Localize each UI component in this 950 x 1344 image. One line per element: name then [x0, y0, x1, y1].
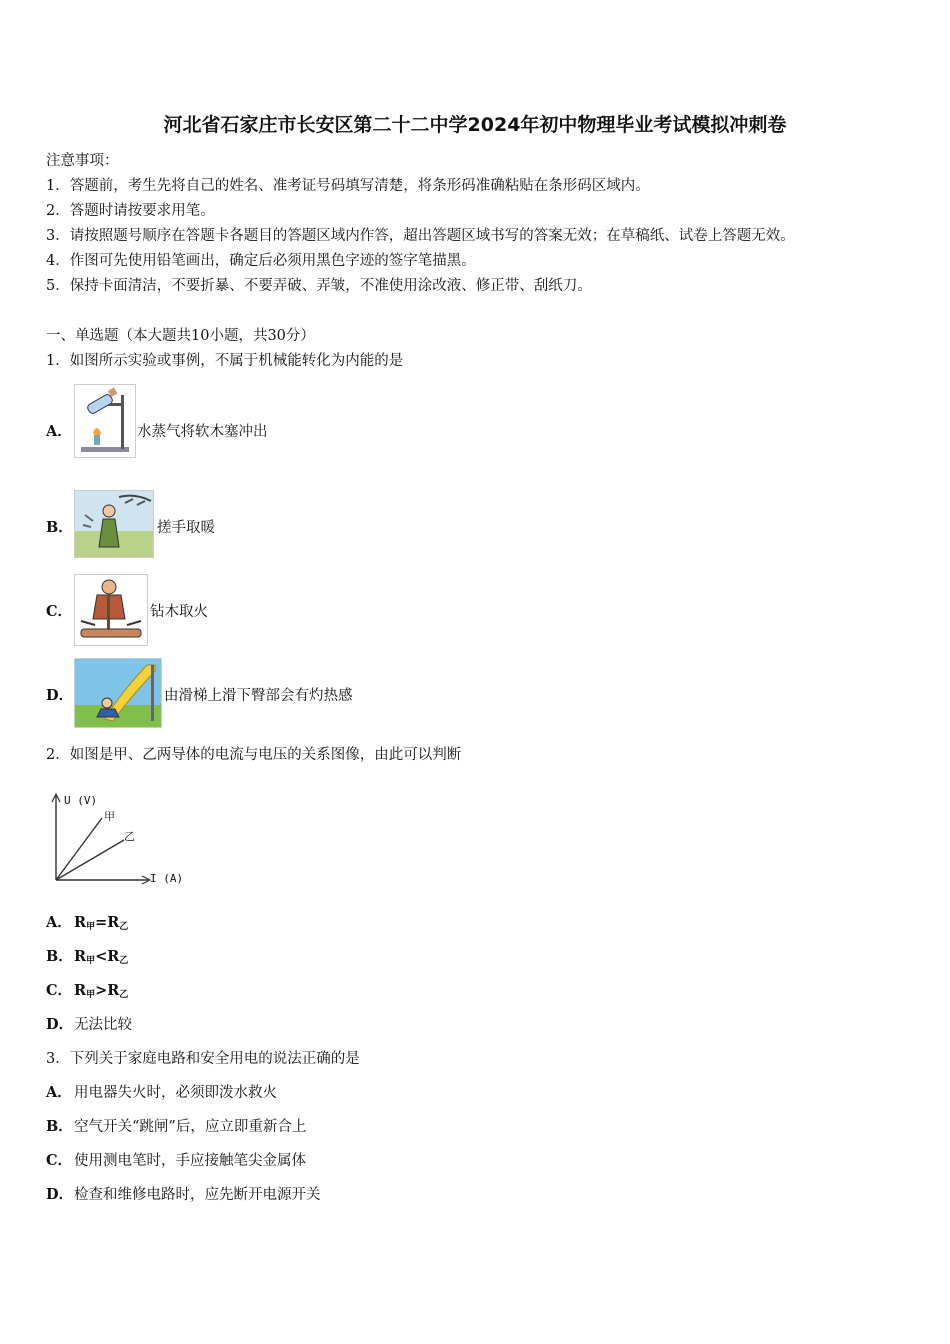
slide-illustration — [74, 658, 162, 728]
option-text: 空气开关“跳闸”后，应立即重新合上 — [74, 1119, 307, 1135]
notice-item: 1．答题前，考生先将自己的姓名、准考证号码填写清楚，将条形码准确粘贴在条形码区域内。 — [46, 178, 650, 194]
option-label: A． — [46, 914, 72, 931]
page-title: 河北省石家庄市长安区第二十二中学2024年初中物理毕业考试模拟冲刺卷 — [163, 114, 787, 136]
option-text: 检查和维修电路时，应先断开电源开关 — [74, 1187, 321, 1203]
current-voltage-graph — [44, 790, 188, 890]
option-label: D． — [46, 1186, 74, 1203]
section-heading: 一、单选题（本大题共10小题，共30分） — [46, 328, 315, 344]
option-text: 搓手取暖 — [157, 520, 215, 536]
option-text: $R_甲>R_乙$ — [74, 982, 129, 1000]
question-stem: 3．下列关于家庭电路和安全用电的说法正确的是 — [46, 1051, 360, 1067]
notice-item: 4．作图可先使用铅笔画出，确定后必须用黑色字迹的签字笔描黑。 — [46, 253, 476, 269]
line-label-jia: 甲 — [104, 810, 115, 823]
option-label: B． — [46, 519, 73, 536]
question-stem: 2．如图是甲、乙两导体的电流与电压的关系图像，由此可以判断 — [46, 747, 462, 763]
option-text: 使用测电笔时，手应接触笔尖金属体 — [74, 1153, 306, 1169]
line-jia — [56, 818, 102, 880]
option-text: 水蒸气将软木塞冲出 — [137, 424, 268, 440]
option-label: C． — [46, 1152, 73, 1169]
option-label: C． — [46, 603, 73, 620]
notice-item: 3．请按照题号顺序在答题卡各题目的答题区域内作答，超出答题区域书写的答案无效；在草稿纸、试卷上答题无效。 — [46, 228, 795, 244]
option-label: D． — [46, 687, 74, 704]
rubbing-hands-illustration — [74, 490, 154, 558]
option-text: 钻木取火 — [150, 604, 208, 620]
option-label: B． — [46, 1118, 73, 1135]
option-text: $R_甲=R_乙$ — [74, 914, 129, 932]
option-label: B． — [46, 948, 73, 965]
notice-heading: 注意事项： — [46, 153, 119, 169]
option-text: $R_甲<R_乙$ — [74, 948, 129, 966]
option-text: 用电器失火时，必须即泼水救火 — [74, 1085, 277, 1101]
x-axis-label: I (A) — [150, 872, 184, 885]
y-axis-label: U (V) — [64, 794, 98, 807]
option-label: C． — [46, 982, 73, 999]
line-yi — [56, 840, 124, 880]
drilling-wood-illustration — [74, 574, 148, 646]
option-label: D． — [46, 1016, 74, 1033]
question-stem: 1．如图所示实验或事例，不属于机械能转化为内能的是 — [46, 353, 404, 369]
notice-item: 2．答题时请按要求用笔。 — [46, 203, 215, 219]
line-label-yi: 乙 — [124, 830, 135, 843]
notice-item: 5．保持卡面清洁，不要折暴、不要弄破、弄皱，不准使用涂改液、修正带、刮纸刀。 — [46, 278, 592, 294]
steam-cork-illustration — [74, 384, 136, 458]
option-label: A． — [46, 423, 72, 440]
option-label: A． — [46, 1084, 72, 1101]
option-text: 无法比较 — [74, 1017, 132, 1033]
option-text: 由滑梯上滑下臀部会有灼热感 — [164, 688, 353, 704]
